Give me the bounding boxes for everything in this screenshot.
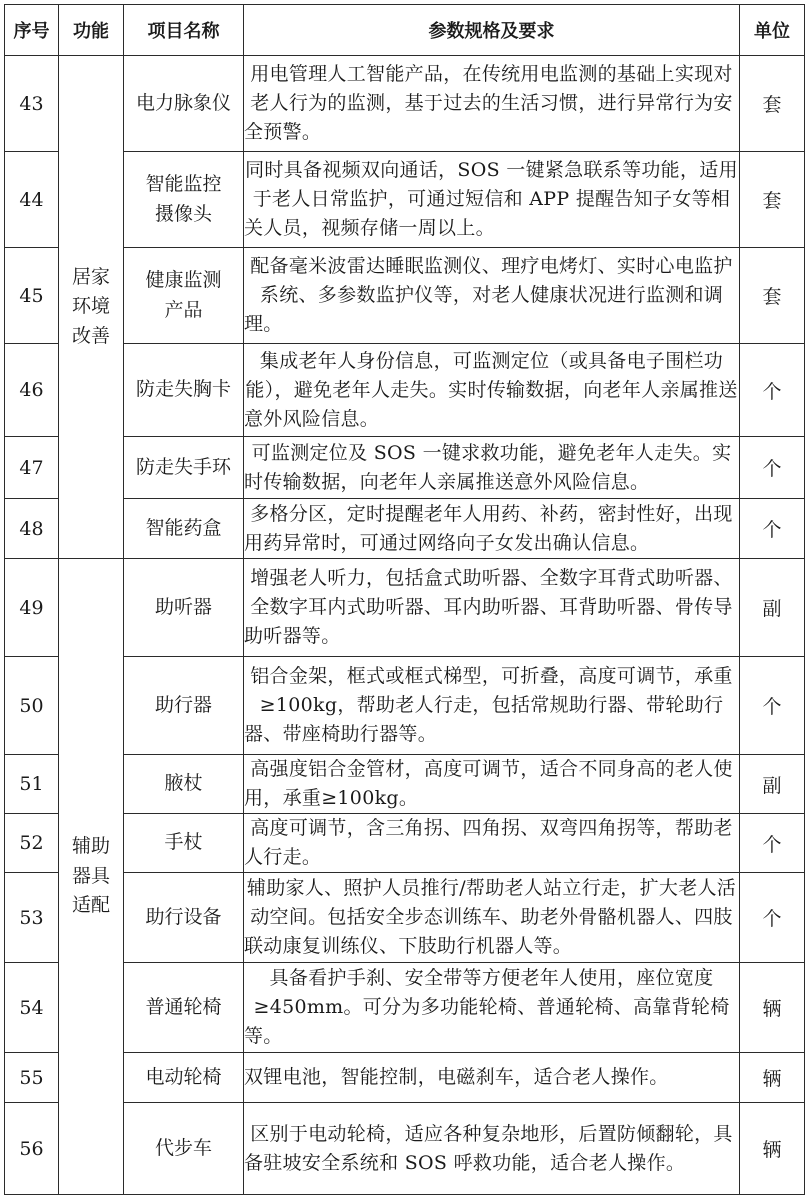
item-unit: 个 <box>740 657 805 755</box>
row-no: 50 <box>5 657 59 755</box>
item-unit: 个 <box>740 814 805 873</box>
item-spec: 高度可调节，含三角拐、四角拐、双弯四角拐等，帮助老人行走。 <box>244 814 740 873</box>
item-unit: 辆 <box>740 963 805 1053</box>
item-name: 电力脉象仪 <box>124 56 244 152</box>
item-name: 防走失胸卡 <box>124 344 244 437</box>
table-row <box>5 814 805 873</box>
table-row <box>5 437 805 499</box>
item-unit: 套 <box>740 56 805 152</box>
table-row <box>5 1053 805 1103</box>
function-group-cell <box>59 56 124 559</box>
header-row <box>5 5 805 56</box>
item-spec: 辅助家人、照护人员推行/帮助老人站立行走，扩大老人活动空间。包括安全步态训练车、助老外骨骼机器人、四肢联动康复训练仪、下肢助行机器人等。 <box>244 873 740 963</box>
item-name: 助行设备 <box>124 873 244 963</box>
table-row <box>5 248 805 344</box>
row-no: 43 <box>5 56 59 152</box>
spec-table <box>4 4 805 1195</box>
item-unit: 副 <box>740 755 805 814</box>
item-unit: 个 <box>740 437 805 499</box>
row-no: 47 <box>5 437 59 499</box>
row-no: 49 <box>5 559 59 657</box>
item-name: 手杖 <box>124 814 244 873</box>
function-group-cell <box>59 559 124 1195</box>
table-row <box>5 657 805 755</box>
item-spec: 高强度铝合金管材，高度可调节，适合不同身高的老人使用，承重≥100kg。 <box>244 755 740 814</box>
table-row <box>5 873 805 963</box>
item-spec: 同时具备视频双向通话，SOS 一键紧急联系等功能，适用于老人日常监护，可通过短信和 APP 提醒告知子女等相关人员，视频存储一周以上。 <box>244 152 740 248</box>
item-name: 防走失手环 <box>124 437 244 499</box>
table-row <box>5 1103 805 1195</box>
row-no: 51 <box>5 755 59 814</box>
row-no: 45 <box>5 248 59 344</box>
item-spec: 可监测定位及 SOS 一键求救功能，避免老年人走失。实时传输数据，向老年人亲属推送意外风险信息。 <box>244 437 740 499</box>
item-name: 智能药盒 <box>124 499 244 559</box>
row-no: 55 <box>5 1053 59 1103</box>
item-unit: 辆 <box>740 1103 805 1195</box>
item-name: 助行器 <box>124 657 244 755</box>
row-no: 52 <box>5 814 59 873</box>
table-row <box>5 499 805 559</box>
item-name: 智能监控摄像头 <box>124 152 244 248</box>
header-function: 功能 <box>59 5 124 56</box>
item-spec: 多格分区，定时提醒老年人用药、补药，密封性好，出现用药异常时，可通过网络向子女发出确认信息。 <box>244 499 740 559</box>
table-row <box>5 963 805 1053</box>
item-unit: 个 <box>740 344 805 437</box>
item-name: 代步车 <box>124 1103 244 1195</box>
item-unit: 套 <box>740 152 805 248</box>
item-name: 助听器 <box>124 559 244 657</box>
item-spec: 区别于电动轮椅，适应各种复杂地形，后置防倾翻轮，具备驻坡安全系统和 SOS 呼救功能，适合老人操作。 <box>244 1103 740 1195</box>
item-spec: 铝合金架，框式或框式梯型，可折叠，高度可调节，承重≥100kg，帮助老人行走，包括常规助行器、带轮助行器、带座椅助行器等。 <box>244 657 740 755</box>
row-no: 44 <box>5 152 59 248</box>
row-no: 54 <box>5 963 59 1053</box>
item-unit: 个 <box>740 499 805 559</box>
header-name: 项目名称 <box>124 5 244 56</box>
table-row <box>5 152 805 248</box>
row-no: 56 <box>5 1103 59 1195</box>
item-unit: 辆 <box>740 1053 805 1103</box>
table-row <box>5 56 805 152</box>
item-unit: 个 <box>740 873 805 963</box>
table-row <box>5 344 805 437</box>
function-group-label: 辅助器具适配 <box>71 835 110 917</box>
item-spec: 具备看护手刹、安全带等方便老年人使用，座位宽度≥450mm。可分为多功能轮椅、普通轮椅、高靠背轮椅等。 <box>244 963 740 1053</box>
item-unit: 副 <box>740 559 805 657</box>
item-spec: 用电管理人工智能产品，在传统用电监测的基础上实现对老人行为的监测，基于过去的生活习惯，进行异常行为安全预警。 <box>244 56 740 152</box>
item-name: 普通轮椅 <box>124 963 244 1053</box>
row-no: 46 <box>5 344 59 437</box>
item-spec: 配备毫米波雷达睡眠监测仪、理疗电烤灯、实时心电监护系统、多参数监护仪等，对老人健康状况进行监测和调理。 <box>244 248 740 344</box>
header-unit: 单位 <box>740 5 805 56</box>
item-unit: 套 <box>740 248 805 344</box>
item-name: 电动轮椅 <box>124 1053 244 1103</box>
row-no: 48 <box>5 499 59 559</box>
header-no: 序号 <box>5 5 59 56</box>
row-no: 53 <box>5 873 59 963</box>
function-group-label: 居家环境改善 <box>71 265 110 347</box>
item-name: 腋杖 <box>124 755 244 814</box>
item-spec: 增强老人听力，包括盒式助听器、全数字耳背式助听器、全数字耳内式助听器、耳内助听器、耳背助听器、骨传导助听器等。 <box>244 559 740 657</box>
table-row <box>5 755 805 814</box>
item-name: 健康监测产品 <box>124 248 244 344</box>
table-row <box>5 559 805 657</box>
header-spec: 参数规格及要求 <box>244 5 740 56</box>
item-spec: 集成老年人身份信息，可监测定位（或具备电子围栏功能），避免老年人走失。实时传输数据，向老年人亲属推送意外风险信息。 <box>244 344 740 437</box>
item-spec: 双锂电池，智能控制，电磁刹车，适合老人操作。 <box>244 1053 740 1103</box>
